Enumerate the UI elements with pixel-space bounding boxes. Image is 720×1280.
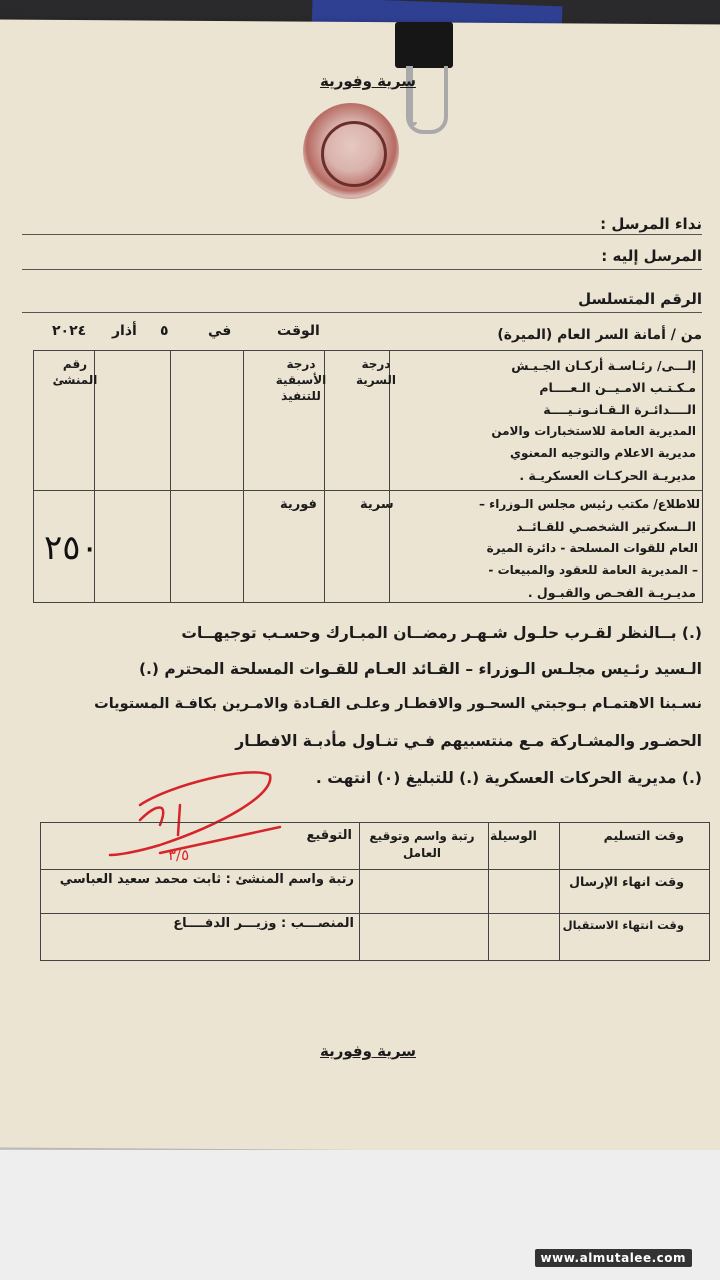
ministry-seal-icon <box>303 103 399 199</box>
priority-header: درجة الأسبقية للتنفيذ <box>275 357 327 403</box>
origin-no-header: رقم المنشئ <box>52 357 98 387</box>
site-watermark: www.almutalee.com <box>535 1249 692 1267</box>
serial-label: الرقم المتسلسل <box>578 290 702 308</box>
time-label: الوقت <box>277 323 320 339</box>
classification-bottom: سرية وفورية <box>320 1042 416 1060</box>
binder-clip-icon <box>395 22 453 68</box>
col-handover-time: وقت التسليم <box>603 828 684 843</box>
origin-no-value: ٢٥٠ <box>44 528 99 568</box>
body-line-2: الـسيد رئـيس مجلـس الـوزراء – القـائد العـام للقـوات المسلحة المحترم (.) <box>138 660 702 678</box>
secrecy-value: سرية <box>360 497 394 512</box>
from-label: من / أمانة السر العام (الميرة) <box>497 327 702 343</box>
cc-line-2: الــسكرتير الشخصـي للقـائــد <box>516 519 696 534</box>
sender-call-label: نداء المرسل : <box>600 215 702 233</box>
cc-line-3: العام للقوات المسلحة - دائرة الميرة <box>486 541 698 555</box>
recipient-line <box>22 269 702 270</box>
body-line-3: نسـبنا الاهتمـام بـوجبتي السحـور والافطـار وعلـى القـادة والامـرين بكافـة المستويات <box>94 696 702 712</box>
signature-date: ٣/٥ <box>168 846 190 864</box>
to-line-1: إلـــى/ رئـاسـة أركـان الجـيـش <box>511 358 696 373</box>
to-line-6: مديريـة الحركـات العسكريـة . <box>519 468 696 483</box>
row-send-end: وقت انهاء الإرسال <box>569 874 684 889</box>
recipient-label: المرسل إليه : <box>601 247 702 265</box>
date-month: أذار <box>112 323 137 339</box>
serial-line <box>22 312 702 313</box>
date-in-label: في <box>208 323 232 339</box>
to-line-2: مـكـتـب الامـيــن الـعــــام <box>539 380 696 395</box>
secrecy-header: درجة السرية <box>355 357 397 387</box>
sender-call-line <box>22 234 702 235</box>
row-receive-end: وقت انتهاء الاستقبال <box>562 918 684 932</box>
originator-name: رتبة واسم المنشئ : ثابت محمد سعيد العباسي <box>59 872 354 887</box>
cc-line-4: – المديرية العامة للعقود والمبيعات - <box>488 563 698 577</box>
col-operator: رتبة واسم وتوقيع العامل <box>369 829 475 860</box>
to-line-5: مديرية الاعلام والتوجيه المعنوي <box>510 446 696 460</box>
cc-line-5: مديـريـة الفحـص والقبـول . <box>527 585 696 600</box>
classification-top: سرية وفورية <box>320 72 416 90</box>
cc-line-1: للاطلاع/ مكتب رئيس مجلس الـوزراء – <box>478 497 700 511</box>
body-line-1: (.) بــالنظر لقـرب حلـول شـهـر رمضــان المبـارك وحسـب توجيهــات <box>181 624 702 642</box>
body-line-4: الحضـور والمشـاركة مـع منتسبيهم فـي تنـاول مأدبـة الافطـار <box>235 732 702 750</box>
date-year: ٢٠٢٤ <box>52 323 87 339</box>
col-means: الوسيلة <box>490 828 537 843</box>
to-line-3: الــــدائـرة الـقـانـونـيــــة <box>543 402 696 417</box>
originator-position: المنصـــب : وزيـــر الدفــــاع <box>173 916 354 931</box>
date-day: ٥ <box>160 323 169 339</box>
priority-value: فورية <box>280 497 317 512</box>
col-signature: التوقيع <box>306 828 352 843</box>
to-line-4: المديرية العامة للاستخبارات والامن <box>491 424 696 438</box>
body-line-5: (.) مديرية الحركات العسكرية (.) للتبليغ (٠) انتهت . <box>315 769 702 787</box>
